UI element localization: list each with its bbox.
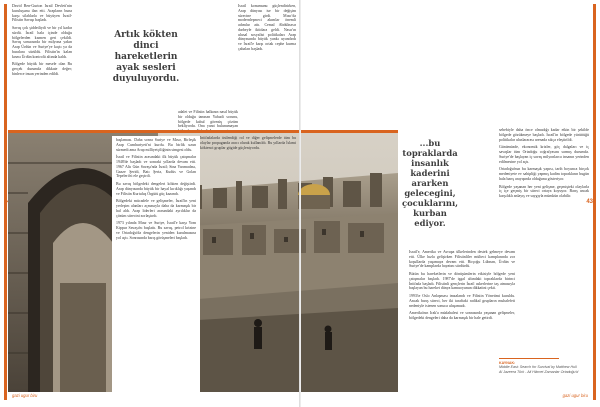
- page-gutter: [299, 0, 301, 407]
- footer-left: gazi ugur biru: [12, 393, 38, 398]
- left-col3-text: [200, 136, 296, 166]
- paragraph: sebebiyle daha önce olmadığı kadar etkin bir şekilde bölgede gözükmeye başladı. İsrail'in bölgede yürüttüğü politikalar uluslararası arenada sıkça eleştirildi.: [499, 128, 589, 142]
- paragraph: Bu savaş bölgedeki dengeleri kökten değiştirdi. Arap dünyasında büyük bir hayal kırıklığı yaşandı ve Filistin Kurtuluş Örgütü güç kazandı.: [116, 182, 196, 196]
- paragraph: Amerika'nın Irak'a müdahalesi ve sonrasında yaşanan gelişmeler, bölgedeki dengeleri daha da karmaşık bir hale getirdi.: [409, 311, 515, 320]
- note-title: KAYNAK:: [499, 361, 516, 365]
- footer-right: gazi ugur biru: [562, 393, 588, 398]
- paragraph: Ortadoğu'nun bu karmaşık yapısı, tarih boyunca birçok medeniyete ev sahipliği yapmış kadim toprakların bugün hala barış arayışında olduğunu gösteriyor.: [499, 167, 589, 181]
- left-pull-quote: Artık kökten dinci hareketlerin ayak sesleri duyuluyordu.: [112, 30, 180, 84]
- right-pull-quote: ...bu topraklarda insanlık kaderini ararken gelecegini, çocuklarını, kurban ediyor.: [402, 138, 459, 228]
- page-number-right: 43: [586, 199, 593, 205]
- photo-illustration: [8, 133, 398, 392]
- paragraph: 1973 yılında Mısır ve Suriye, İsrail'e karşı Yom Kippur Savaşı'nı başlattı. Bu savaş, petrol krizine ve Ortadoğu'da dengelerin yeniden kurulmasına yol açtı. Sonrasında barış görüşmeleri başladı.: [116, 221, 196, 240]
- paragraph: Günümüzde, ekonomik krizler, göç dalgaları ve iç savaşlar tüm Ortadoğu coğrafyasını sarmış durumda. Suriye'de başlayan iç savaş milyonlarca insanın yerinden edilmesine yol açtı.: [499, 145, 589, 164]
- left-col2-text: [178, 110, 238, 132]
- left-col1-text: [12, 4, 72, 130]
- paragraph: David Ben-Gurion İsrail Devleti'nin kuruluşunu ilan etti. Arapların buna karşı silahlarla ve büyüyen İsrail-Filistin Savaşı başladı.: [12, 4, 72, 23]
- paragraph: İsrail konumunu güçlendirirken, Arap dünyası ise bir değişim sürecine girdi. Mısır'da modernleşmeci akımlar önemli adımlar attı. Cemal Abdülnasır darbeyle iktidara geldi. Nasır'ın ulusal sosyalist politikaları Arap dünyasında büyük yankı uyandırdı ve İsrail'e karşı ortak cephe kurma çabaları başladı.: [238, 4, 296, 51]
- left-col4-text: [238, 4, 296, 130]
- paragraph: Savaş çok şiddetliydi ve bir yıl kadar sürdü. İsrail hala içinde olduğu bölgelerden kısmen geri çekildi. Savaş sonucunda bir milyona yakın Arap Ürdün ve Suriye'ye kaçtı ya da buralara sürüldü. Filistin'in kalan kısmı Ürdün kontrolü altında kaldı.: [12, 26, 72, 59]
- paragraph: Bölgede büyük bir mesele olan Bu gerçek durumda dikkate değer; binlerce insan yerinden edildi.: [12, 62, 72, 76]
- paragraph: adalet ve Filistin halkının nasıl büyük bir olduğu tanınan Yahudi sorunu, bölgede kabul görmüş çözüm bekliyordu. Ona yanıt bulunamayan bölgede Yahudi-Arap çatışması: [178, 110, 238, 132]
- jerusalem-photo: [8, 130, 398, 392]
- paragraph: 1993'te Oslo Anlaşması imzalandı ve Filistin Yönetimi kuruldu. Ancak barış süreci, her iki taraftaki radikal grupların muhalefeti nedeniyle istenen sonuca ulaşamadı.: [409, 294, 515, 308]
- right-col-right-text: [499, 128, 589, 358]
- note-line: Middle East: Search for Survival by Matthew Hull: [499, 365, 577, 370]
- paragraph: Bütün bu hareketlerin ve dönüşümlerin etkisiyle bölgede yeni çatışmalar başladı. 1987'de işgal altındaki topraklarda birinci İntifada başladı. Filistinli gençlerin İsrail askerlerine taş atmasıyla başlayan bu hareket dünya kamuoyunun dikkatini çekti.: [409, 272, 515, 291]
- source-note: [499, 358, 591, 374]
- note-rule: [499, 358, 559, 359]
- left-bottom-col-text: [112, 136, 200, 392]
- note-line: Al Jazeera Türk - Ali Hikmet Zamanlar Ortadoğu'd: [499, 369, 579, 374]
- paragraph: başlaması. Daha sonra Suriye ve Mısır, Birleşik Arap Cumhuriyeti'ni kurdu. Bu birlik uzun sürmedi ama Arap milliyetçiliğinin simgesi oldu.: [116, 138, 196, 152]
- paragraph: Bölgedeki mücadele ve gelişmeler, İsrail'in yeni yerleşim alanları açmasıyla daha da karmaşık bir hal aldı. Arap liderleri arasındaki ayrılıklar da çözüm sürecini zorlaştırdı.: [116, 199, 196, 218]
- paragraph: Bölgede yaşanan her yeni gelişme, geçmişteki olaylarla iç içe geçmiş bir süreci ortaya koyuyor. Barış ancak karşılıklı anlayış ve saygıyla mümkün olabilir.: [499, 184, 589, 198]
- right-accent-bar: [593, 4, 596, 400]
- paragraph: İntifadalarda üstlendiği rol ve diğer gelişmelerde tüm bu olaylar propaganda aracı olarak kullanıldı. Bu yıllarda İslami köktenci gruplar gitgide güçleniyordu.: [200, 136, 296, 150]
- paragraph: İsrail ve Filistin arasındaki ilk büyük çatışmalar 1948'de başladı ve sonraki yıllarda devam etti. 1967 Altı Gün Savaşı'nda İsrail; Sina Yarımadası, Gazze Şeridi, Batı Şeria, Kudüs ve Golan Tepeleri'ni ele geçirdi.: [116, 155, 196, 179]
- paragraph: İsrail'e, Amerika ve Avrupa ülkelerinden destek gelmeye devam etti. Ülke hızla gelişirken Filistinliler mülteci kamplarında zor koşullarda yaşamaya devam etti. Birçoğu Lübnan, Ürdün ve Suriye'de kamplarda hayatını sürdürdü.: [409, 250, 515, 269]
